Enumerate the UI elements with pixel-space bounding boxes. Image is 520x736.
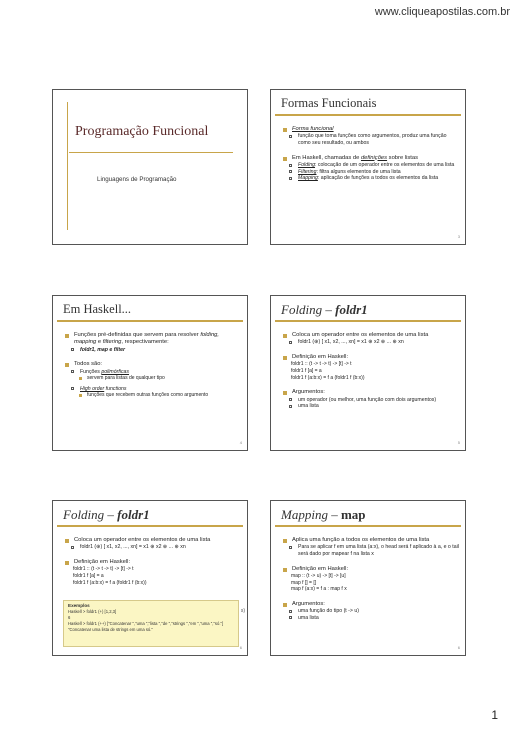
bullet: Em Haskell, chamadas de definições sobre listas — [283, 155, 459, 162]
sub-bullet: Funções polimórficas — [71, 369, 241, 376]
title-bar — [57, 525, 243, 527]
example-line: 6 — [68, 615, 71, 620]
bullet: Aplica uma função a todos os elementos de uma lista — [283, 537, 459, 544]
title-bar — [275, 525, 461, 527]
bullet: Funções pré-definidas que servem para resolver folding, mapping e filtering, respectivamente: — [65, 332, 241, 347]
sub-bullet: foldr1 (⊕) [ x1, x2, ..., xn] = x1 ⊕ x2 ⊕ ... ⊕ xn — [289, 339, 459, 346]
slide-em-haskell — [52, 295, 248, 451]
bullet: Definição em Haskell: — [283, 354, 459, 361]
slide-title-text: Folding – foldr1 — [63, 507, 150, 522]
sub-bullet: foldr1 (⊕) [ x1, x2, ..., xn] = x1 ⊕ x2 ⊕ ... ⊕ xn — [71, 544, 241, 551]
code-line: foldr1 f [a] = a — [73, 573, 104, 579]
divider — [69, 152, 233, 153]
code-line: map f (a:x) = f a : map f x — [291, 586, 347, 593]
slide-mapping-map — [270, 500, 466, 656]
slide-number: 5 — [457, 440, 460, 445]
sub-sub-bullet: servem para listas de qualquer tipo — [79, 375, 241, 381]
code-line: foldr1 :: (t -> t -> t) -> [t] -> t — [291, 361, 352, 368]
example-line: Haskell > foldr1 (++) ["Concatenar ","uma ","lista ","de ","strings ","em ","uma ","só."] — [68, 621, 224, 626]
bullet: Forma funcional — [283, 126, 459, 133]
slide-subtitle: Linguagens de Programação — [97, 176, 177, 183]
bullet: Todos são: — [65, 361, 241, 368]
slide-body — [283, 122, 459, 182]
examples-title: Exemplos — [68, 603, 90, 608]
sub-bullet: um operador (ou melhor, uma função com dois argumentos) — [289, 397, 459, 404]
slide-formas-funcionais — [270, 89, 466, 245]
sub-bullet: uma lista — [289, 403, 459, 410]
title-bar — [275, 114, 461, 116]
slide-body — [65, 533, 241, 586]
slide-title-text: Mapping – map — [281, 507, 366, 522]
code-line: foldr1 f (a:b:x) = f a (foldr1 f (b:x)) — [291, 374, 365, 381]
slide-number: 6 — [239, 645, 242, 650]
slide-title-text: Em Haskell... — [63, 302, 132, 316]
truncated-text: s) — [240, 608, 245, 614]
bullet: Argumentos: — [283, 389, 459, 396]
bullet: Definição em Haskell: — [65, 559, 241, 566]
sub-bullet: High order functions — [71, 386, 241, 393]
page-number: 1 — [491, 708, 498, 722]
slide-title-text: Formas Funcionais — [281, 96, 377, 110]
code-line: map f [] = [] — [291, 579, 317, 586]
sub-bullet: foldr1, map e filter — [71, 347, 241, 354]
sub-bullet: Para se aplicar f em uma lista (a:x), o head será f aplicado à a, e o tail será dado por mapear f na lista x — [289, 544, 459, 557]
code-line: foldr1 f (a:b:x) = f a (foldr1 f (b:x)) — [73, 579, 147, 586]
accent-line — [67, 102, 68, 230]
bullet: Argumentos: — [283, 601, 459, 608]
bullet: Coloca um operador entre os elementos de uma lista — [283, 332, 459, 339]
slide-title-text: Folding – foldr1 — [281, 302, 368, 317]
example-line: Haskell > foldr1 (+) [1,2,3] — [68, 609, 117, 614]
slide-body — [283, 328, 459, 410]
slide-number: 6 — [457, 645, 460, 650]
slide-main-title: Programação Funcional — [75, 124, 209, 139]
sub-bullet: uma lista — [289, 615, 459, 622]
code-line: foldr1 :: (t -> t -> t) -> [t] -> t — [73, 566, 134, 573]
code-line: map :: (t -> u) -> [t] -> [u] — [291, 573, 346, 579]
title-bar — [275, 320, 461, 322]
slide-title — [52, 89, 248, 245]
slide-number: 4 — [239, 440, 242, 445]
sub-bullet: uma função do tipo (t -> u) — [289, 608, 459, 615]
bullet: Coloca um operador entre os elementos de uma lista — [65, 537, 241, 544]
sub-bullet: Mapping: aplicação de funções a todos os elementos da lista — [289, 175, 459, 182]
examples-box — [63, 600, 239, 647]
code-line: foldr1 f [a] = a — [291, 368, 322, 374]
slide-folding-foldr1-examples — [52, 500, 248, 656]
slide-body — [283, 533, 459, 621]
sub-bullet: função que toma funções como argumentos, produz uma função como seu resultado, ou ambos — [289, 133, 459, 146]
slide-folding-foldr1 — [270, 295, 466, 451]
sub-bullet: Filtering: filtra alguns elementos de uma lista — [289, 169, 459, 176]
slide-body — [65, 328, 241, 399]
site-url[interactable]: www.cliqueapostilas.com.br — [374, 6, 510, 18]
example-line: "Concatenar uma lista de strings em uma só." — [68, 627, 153, 632]
bullet: Definição em Haskell: — [283, 566, 459, 573]
sub-sub-bullet: funções que recebem outras funções como argumento — [79, 392, 241, 398]
title-bar — [57, 320, 243, 322]
sub-bullet: Folding: colocação de um operador entre os elementos de uma lista — [289, 162, 459, 169]
slide-number: 3 — [457, 234, 460, 239]
